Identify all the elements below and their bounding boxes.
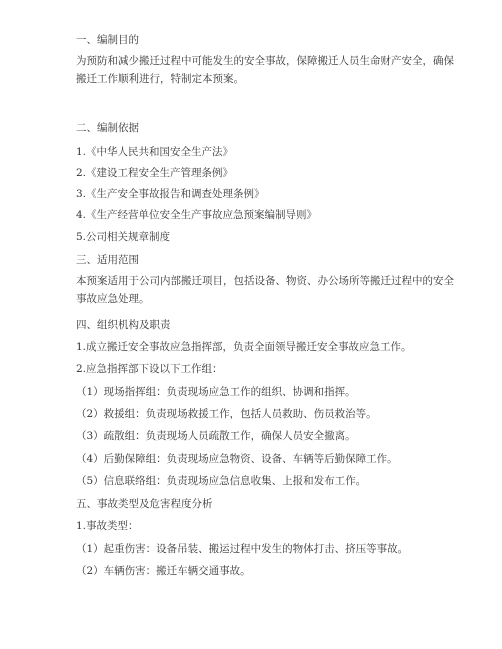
basis-item: 1.《中华人民共和国安全生产法》 — [76, 146, 234, 158]
organization-item: （3）疏散组：负责现场人员疏散工作，确保人员安全撤离。 — [76, 430, 356, 442]
organization-item: 2.应急指挥部下设以下工作组： — [76, 363, 223, 375]
section-heading-organization: 四、组织机构及职责 — [76, 319, 171, 331]
basis-item: 2.《建设工程安全生产管理条例》 — [76, 167, 234, 179]
section-heading-purpose: 一、编制目的 — [76, 34, 139, 46]
section-heading-basis: 二、编制依据 — [76, 122, 139, 134]
section-heading-scope: 三、适用范围 — [76, 254, 139, 266]
basis-item: 3.《生产安全事故报告和调查处理条例》 — [76, 188, 265, 200]
purpose-line-1: 为预防和减少搬迁过程中可能发生的安全事故，保障搬迁人员生命财产安全，确保 — [76, 55, 454, 67]
basis-item: 4.《生产经营单位安全生产事故应急预案编制导则》 — [76, 209, 318, 221]
organization-item: （4）后勤保障组：负责现场应急物资、设备、车辆等后勤保障工作。 — [76, 453, 398, 465]
organization-item: （2）救援组：负责现场救援工作，包括人员救助、伤员救治等。 — [76, 408, 377, 420]
accident-item: （2）车辆伤害：搬迁车辆交通事故。 — [76, 565, 251, 577]
purpose-line-2: 搬迁工作顺利进行，特制定本预案。 — [76, 73, 244, 85]
scope-line-1: 本预案适用于公司内部搬迁项目，包括设备、物资、办公场所等搬迁过程中的安全 — [76, 275, 454, 287]
scope-line-2: 事故应急处理。 — [76, 293, 150, 305]
accident-item: 1.事故类型： — [76, 520, 139, 532]
organization-item: （1）现场指挥组：负责现场应急工作的组织、协调和指挥。 — [76, 386, 356, 398]
basis-item: 5.公司相关规章制度 — [76, 231, 171, 243]
organization-item: （5）信息联络组：负责现场应急信息收集、上报和发布工作。 — [76, 475, 367, 487]
scope-paragraph — [76, 272, 454, 308]
purpose-paragraph — [76, 52, 454, 88]
section-heading-accident-types: 五、事故类型及危害程度分析 — [76, 498, 213, 510]
organization-item: 1.成立搬迁安全事故应急指挥部，负责全面领导搬迁安全事故应急工作。 — [76, 341, 412, 353]
accident-item: （1）起重伤害：设备吊装、搬运过程中发生的物体打击、挤压等事故。 — [76, 543, 409, 555]
